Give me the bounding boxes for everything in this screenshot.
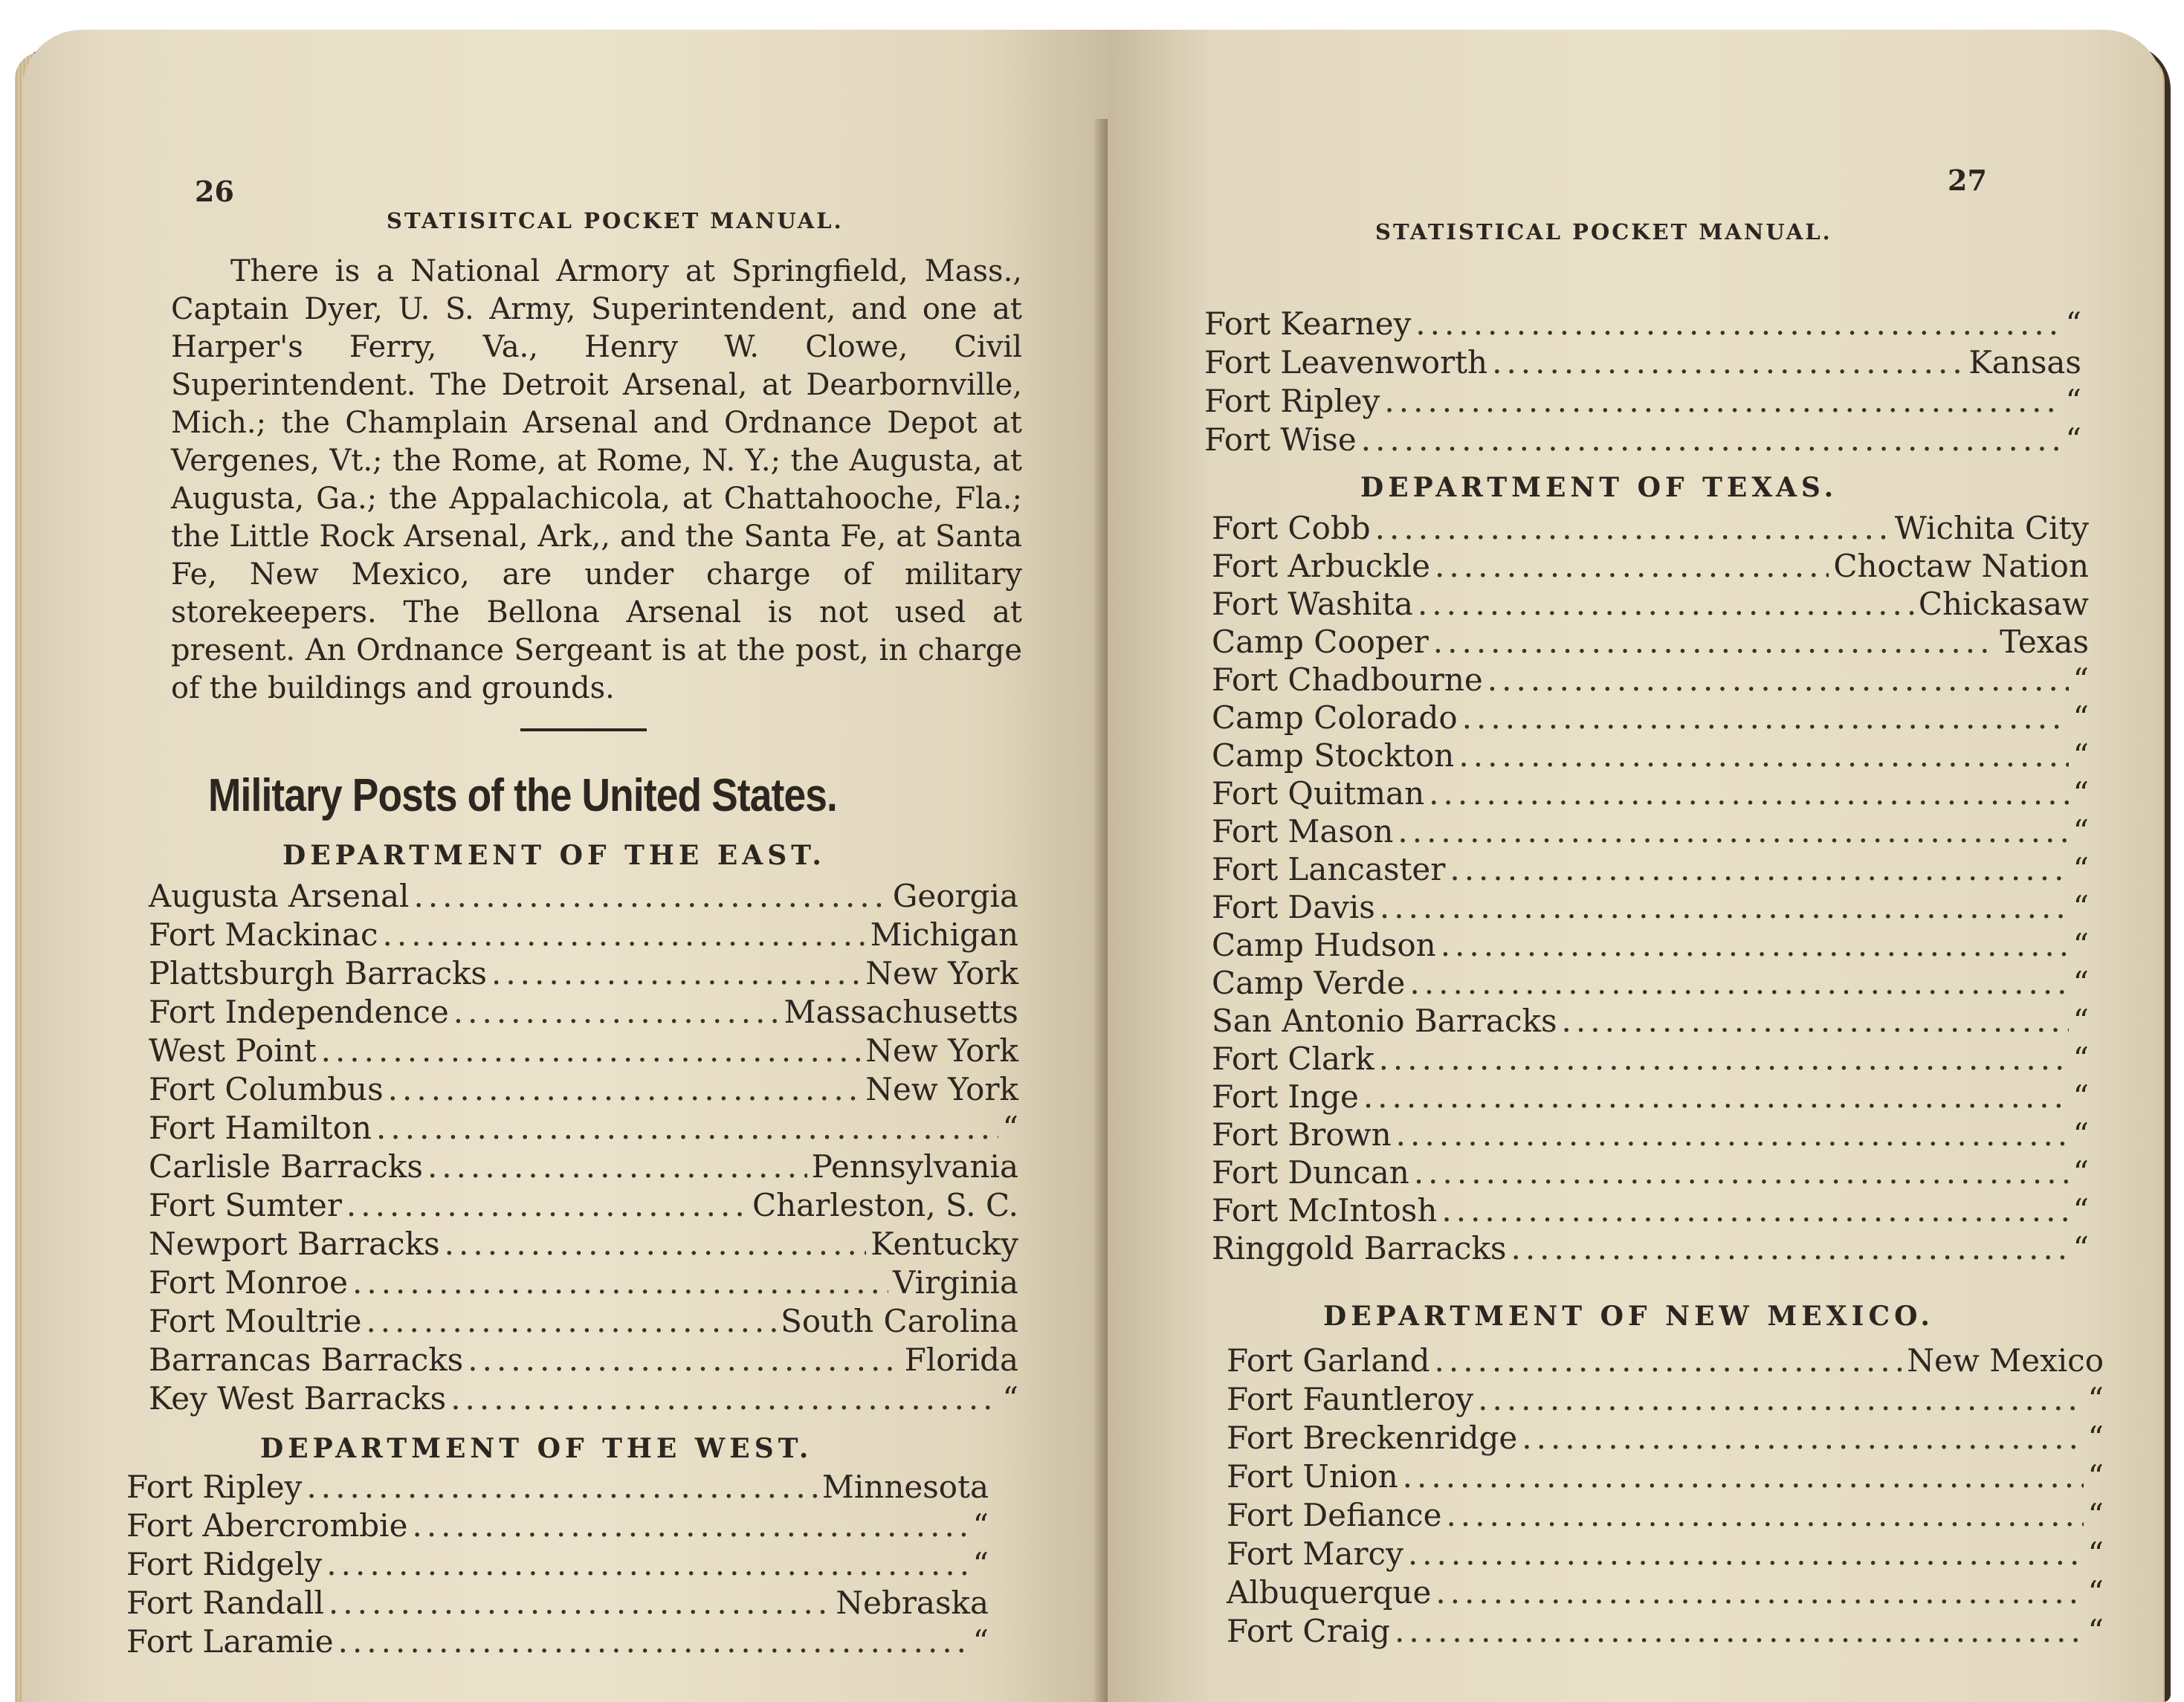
post-name: Fort Union bbox=[1227, 1458, 1398, 1495]
leader-dots bbox=[412, 1507, 968, 1545]
post-location: Virginia bbox=[893, 1264, 1018, 1301]
leader-dots bbox=[1396, 1116, 2069, 1153]
list-item bbox=[149, 1341, 1018, 1379]
post-name: Fort Wise bbox=[1204, 421, 1357, 458]
leader-dots bbox=[468, 1341, 899, 1379]
post-name: Fort Mackinac bbox=[149, 916, 378, 953]
post-location: “ bbox=[2072, 661, 2089, 698]
leader-dots bbox=[1380, 888, 2069, 926]
post-location: Choctaw Nation bbox=[1833, 548, 2089, 584]
running-head: STATISTICAL POCKET MANUAL. bbox=[1375, 219, 1832, 245]
list-item bbox=[149, 1070, 1018, 1109]
left-page bbox=[22, 30, 1108, 1702]
post-location: “ bbox=[2072, 1192, 2089, 1229]
leader-dots bbox=[445, 1225, 867, 1263]
post-location: “ bbox=[2087, 1458, 2104, 1495]
list-item bbox=[1212, 964, 2089, 1002]
post-location: “ bbox=[2072, 889, 2089, 925]
dept-texas-heading: DEPARTMENT OF TEXAS. bbox=[1360, 472, 1838, 503]
post-name: Fort Hamilton bbox=[149, 1110, 372, 1146]
post-location: “ bbox=[2072, 813, 2089, 850]
dept-east-list bbox=[149, 877, 1018, 1418]
post-name: Barrancas Barracks bbox=[149, 1342, 464, 1378]
post-name: West Point bbox=[149, 1032, 317, 1069]
leader-dots bbox=[1408, 1535, 2084, 1573]
post-name: Newport Barracks bbox=[149, 1226, 440, 1262]
leader-dots bbox=[1409, 964, 2068, 1002]
leader-dots bbox=[1403, 1457, 2084, 1496]
post-name: Fort Ridgely bbox=[126, 1546, 323, 1582]
post-name: Ringgold Barracks bbox=[1212, 1230, 1507, 1266]
post-location: Kentucky bbox=[870, 1226, 1018, 1262]
leader-dots bbox=[1361, 421, 2061, 459]
post-location: New Mexico bbox=[1907, 1342, 2104, 1379]
post-name: Fort Monroe bbox=[149, 1264, 348, 1301]
list-item bbox=[1212, 1040, 2089, 1078]
post-location: “ bbox=[2072, 775, 2089, 812]
list-item bbox=[1212, 623, 2089, 661]
list-item bbox=[1204, 343, 2081, 382]
dept-new-mexico-list bbox=[1227, 1342, 2104, 1651]
post-name: Fort Moultrie bbox=[149, 1303, 362, 1339]
leader-dots bbox=[1429, 774, 2068, 812]
list-item bbox=[149, 954, 1018, 993]
list-item bbox=[126, 1545, 989, 1584]
list-item bbox=[149, 1225, 1018, 1263]
list-item bbox=[149, 1302, 1018, 1341]
post-location: “ bbox=[1002, 1380, 1018, 1417]
right-page bbox=[1108, 30, 2163, 1702]
list-item bbox=[1212, 774, 2089, 812]
leader-dots bbox=[383, 916, 866, 954]
post-name: Fort Brown bbox=[1212, 1116, 1392, 1153]
list-item bbox=[1212, 926, 2089, 964]
post-name: Camp Colorado bbox=[1212, 699, 1458, 736]
post-name: Fort McIntosh bbox=[1212, 1192, 1438, 1229]
list-item bbox=[1204, 382, 2081, 421]
list-item bbox=[149, 1109, 1018, 1148]
post-name: Fort Inge bbox=[1212, 1078, 1359, 1115]
post-name: Fort Abercrombie bbox=[126, 1507, 408, 1544]
leader-dots bbox=[326, 1545, 968, 1584]
leader-dots bbox=[413, 877, 888, 916]
post-location: Charleston, S. C. bbox=[752, 1187, 1018, 1223]
post-location: “ bbox=[2087, 1536, 2104, 1572]
post-name: Fort Mason bbox=[1212, 813, 1394, 850]
post-name: Albuquerque bbox=[1227, 1574, 1432, 1611]
leader-dots bbox=[376, 1109, 998, 1148]
post-name: Fort Sumter bbox=[149, 1187, 342, 1223]
post-location: “ bbox=[2072, 1116, 2089, 1153]
leader-dots bbox=[1384, 382, 2061, 421]
leader-dots bbox=[1435, 1342, 1903, 1380]
post-name: Augusta Arsenal bbox=[149, 878, 410, 914]
post-name: Fort Washita bbox=[1212, 586, 1413, 622]
post-location: “ bbox=[2072, 1078, 2089, 1115]
post-name: Fort Craig bbox=[1227, 1613, 1391, 1649]
page-number: 27 bbox=[1948, 164, 1987, 197]
leader-dots bbox=[1478, 1380, 2083, 1419]
post-name: Fort Duncan bbox=[1212, 1154, 1409, 1191]
post-location: Georgia bbox=[892, 878, 1018, 914]
leader-dots bbox=[1458, 737, 2068, 774]
post-name: Fort Clark bbox=[1212, 1041, 1374, 1077]
leader-dots bbox=[427, 1148, 807, 1186]
list-item bbox=[1212, 1191, 2089, 1229]
list-item bbox=[1212, 1153, 2089, 1191]
list-item bbox=[126, 1507, 989, 1545]
post-name: Fort Cobb bbox=[1212, 510, 1371, 546]
dept-west-heading: DEPARTMENT OF THE WEST. bbox=[260, 1433, 813, 1464]
leader-dots bbox=[1492, 343, 1964, 382]
leader-dots bbox=[1363, 1078, 2069, 1116]
list-item bbox=[1212, 1229, 2089, 1267]
list-item bbox=[1212, 737, 2089, 774]
leader-dots bbox=[1395, 1612, 2084, 1651]
post-name: Fort Fauntleroy bbox=[1227, 1381, 1474, 1417]
post-name: Fort Independence bbox=[149, 994, 449, 1030]
list-item bbox=[1227, 1535, 2104, 1573]
list-item bbox=[149, 993, 1018, 1032]
post-name: Fort Ripley bbox=[1204, 383, 1380, 419]
list-item bbox=[1212, 585, 2089, 623]
post-name: Fort Chadbourne bbox=[1212, 661, 1483, 698]
post-location: “ bbox=[2072, 699, 2089, 736]
leader-dots bbox=[1398, 812, 2068, 850]
post-name: Camp Stockton bbox=[1212, 737, 1455, 774]
list-item bbox=[1227, 1457, 2104, 1496]
dept-texas-list bbox=[1212, 509, 2089, 1267]
leader-dots bbox=[1415, 305, 2061, 343]
leader-dots bbox=[1562, 1002, 2069, 1040]
post-location: “ bbox=[2072, 1230, 2089, 1266]
list-item bbox=[1204, 305, 2081, 343]
list-item bbox=[1212, 888, 2089, 926]
post-location: Chickasaw bbox=[1918, 586, 2089, 622]
list-item bbox=[1212, 1078, 2089, 1116]
list-item bbox=[149, 877, 1018, 916]
body-paragraph: There is a National Armory at Springfield, Mass., Captain Dyer, U. S. Army, Superintendent, and one at Harper's Ferry, Va., Henry W. Clowe, Civil Superintendent. The Detroit Arsenal, at Dearbornville, Mich.; the Champlain Arsenal and Ordnance Depot at Vergenes, Vt.; the Rome, at Rome, N. Y.; the Augusta, at Augusta, Ga.; the Appalachicola, at Chattahooche, Fla.; the Little Rock Arsenal, Ark,, and the Santa Fe, at Santa Fe, New Mexico, are under charge of military storekeepers. The Bellona Arsenal is not used at present. An Ordnance Sergeant is at the post, in charge of the buildings and grounds. bbox=[171, 254, 1022, 705]
list-item bbox=[1212, 850, 2089, 888]
leader-dots bbox=[321, 1032, 862, 1070]
leader-dots bbox=[1487, 661, 2069, 699]
leader-dots bbox=[1441, 926, 2069, 964]
post-location: “ bbox=[2072, 1003, 2089, 1039]
post-location: New York bbox=[865, 1071, 1018, 1107]
post-name: Fort Laramie bbox=[126, 1623, 334, 1660]
post-name: Fort Arbuckle bbox=[1212, 548, 1431, 584]
leader-dots bbox=[329, 1584, 831, 1622]
post-location: “ bbox=[972, 1623, 989, 1660]
post-name: Fort Garland bbox=[1227, 1342, 1430, 1379]
post-location: Pennsylvania bbox=[811, 1148, 1018, 1185]
section-rule bbox=[520, 728, 647, 731]
leader-dots bbox=[491, 954, 861, 993]
post-location: Minnesota bbox=[821, 1469, 989, 1505]
running-head: STATISITCAL POCKET MANUAL. bbox=[387, 208, 844, 233]
post-location: “ bbox=[2065, 383, 2081, 419]
list-item bbox=[1212, 1116, 2089, 1153]
post-name: San Antonio Barracks bbox=[1212, 1003, 1557, 1039]
list-item bbox=[1227, 1342, 2104, 1380]
post-name: Fort Lancaster bbox=[1212, 851, 1446, 887]
leader-dots bbox=[1418, 585, 1914, 623]
list-item bbox=[1212, 812, 2089, 850]
leader-dots bbox=[366, 1302, 776, 1341]
post-location: “ bbox=[2087, 1497, 2104, 1533]
post-name: Key West Barracks bbox=[149, 1380, 447, 1417]
post-location: “ bbox=[2072, 851, 2089, 887]
post-location: Massachusetts bbox=[784, 994, 1018, 1030]
leader-dots bbox=[1511, 1229, 2068, 1267]
leader-dots bbox=[1450, 850, 2068, 888]
post-location: Michigan bbox=[870, 916, 1018, 953]
post-location: “ bbox=[972, 1507, 989, 1544]
leader-dots bbox=[306, 1468, 817, 1507]
post-location: New York bbox=[865, 955, 1018, 991]
list-item bbox=[1227, 1380, 2104, 1419]
leader-dots bbox=[1522, 1419, 2083, 1457]
list-item bbox=[1212, 661, 2089, 699]
list-item bbox=[149, 1186, 1018, 1225]
post-location: “ bbox=[2072, 965, 2089, 1001]
post-name: Fort Columbus bbox=[149, 1071, 384, 1107]
post-location: “ bbox=[2087, 1420, 2104, 1456]
post-location: South Carolina bbox=[781, 1303, 1018, 1339]
leader-dots bbox=[1433, 623, 1995, 661]
leader-dots bbox=[1446, 1496, 2083, 1535]
list-item bbox=[1227, 1419, 2104, 1457]
leader-dots bbox=[453, 993, 780, 1032]
list-item bbox=[1212, 1002, 2089, 1040]
section-title: Military Posts of the United States. bbox=[208, 770, 838, 821]
post-name: Camp Verde bbox=[1212, 965, 1406, 1001]
post-name: Fort Randall bbox=[126, 1585, 324, 1621]
post-location: Kansas bbox=[1968, 344, 2081, 381]
list-item bbox=[149, 916, 1018, 954]
post-location: Texas bbox=[2000, 624, 2089, 660]
post-location: “ bbox=[2072, 927, 2089, 963]
leader-dots bbox=[1435, 547, 1829, 585]
list-item bbox=[1227, 1496, 2104, 1535]
dept-west-list bbox=[126, 1468, 989, 1661]
post-name: Fort Kearney bbox=[1204, 305, 1412, 342]
post-name: Carlisle Barracks bbox=[149, 1148, 423, 1185]
list-item bbox=[149, 1032, 1018, 1070]
post-location: New York bbox=[865, 1032, 1018, 1069]
post-location: “ bbox=[972, 1546, 989, 1582]
post-name: Fort Leavenworth bbox=[1204, 344, 1488, 381]
leader-dots bbox=[338, 1622, 969, 1661]
list-item bbox=[1227, 1612, 2104, 1651]
leader-dots bbox=[388, 1070, 862, 1109]
list-item bbox=[149, 1263, 1018, 1302]
list-item bbox=[126, 1622, 989, 1661]
list-item bbox=[149, 1379, 1018, 1418]
list-item bbox=[1212, 509, 2089, 547]
list-item bbox=[126, 1584, 989, 1622]
post-location: “ bbox=[1002, 1110, 1018, 1146]
leader-dots bbox=[1441, 1191, 2068, 1229]
list-item bbox=[1212, 699, 2089, 737]
leader-dots bbox=[1375, 509, 1890, 547]
post-location: “ bbox=[2065, 305, 2081, 342]
list-item bbox=[1204, 421, 2081, 459]
post-name: Camp Cooper bbox=[1212, 624, 1429, 660]
leader-dots bbox=[1462, 699, 2069, 737]
leader-dots bbox=[352, 1263, 888, 1302]
post-location: “ bbox=[2087, 1613, 2104, 1649]
dept-new-mexico-heading: DEPARTMENT OF NEW MEXICO. bbox=[1323, 1301, 1934, 1332]
list-item bbox=[1227, 1573, 2104, 1612]
post-location: “ bbox=[2072, 737, 2089, 774]
post-name: Fort Ripley bbox=[126, 1469, 303, 1505]
leader-dots bbox=[346, 1186, 748, 1225]
post-location: “ bbox=[2072, 1041, 2089, 1077]
post-name: Fort Breckenridge bbox=[1227, 1420, 1518, 1456]
post-location: “ bbox=[2065, 421, 2081, 458]
list-item bbox=[126, 1468, 989, 1507]
post-location: Florida bbox=[904, 1342, 1018, 1378]
post-name: Fort Defiance bbox=[1227, 1497, 1442, 1533]
post-name: Fort Quitman bbox=[1212, 775, 1425, 812]
post-location: “ bbox=[2087, 1381, 2104, 1417]
post-name: Plattsburgh Barracks bbox=[149, 955, 487, 991]
leader-dots bbox=[450, 1379, 998, 1418]
dept-east-heading: DEPARTMENT OF THE EAST. bbox=[282, 840, 826, 871]
list-item bbox=[1212, 547, 2089, 585]
post-location: “ bbox=[2087, 1574, 2104, 1611]
list-item bbox=[149, 1148, 1018, 1186]
post-location: Nebraska bbox=[836, 1585, 989, 1621]
post-location: Wichita City bbox=[1894, 510, 2089, 546]
page-number: 26 bbox=[195, 175, 234, 208]
dept-west-continued-list bbox=[1204, 305, 2081, 459]
post-name: Fort Marcy bbox=[1227, 1536, 1403, 1572]
post-name: Fort Davis bbox=[1212, 889, 1375, 925]
leader-dots bbox=[1379, 1040, 2069, 1078]
leader-dots bbox=[1414, 1153, 2069, 1191]
post-name: Camp Hudson bbox=[1212, 927, 1436, 963]
post-location: “ bbox=[2072, 1154, 2089, 1191]
leader-dots bbox=[1435, 1573, 2083, 1612]
